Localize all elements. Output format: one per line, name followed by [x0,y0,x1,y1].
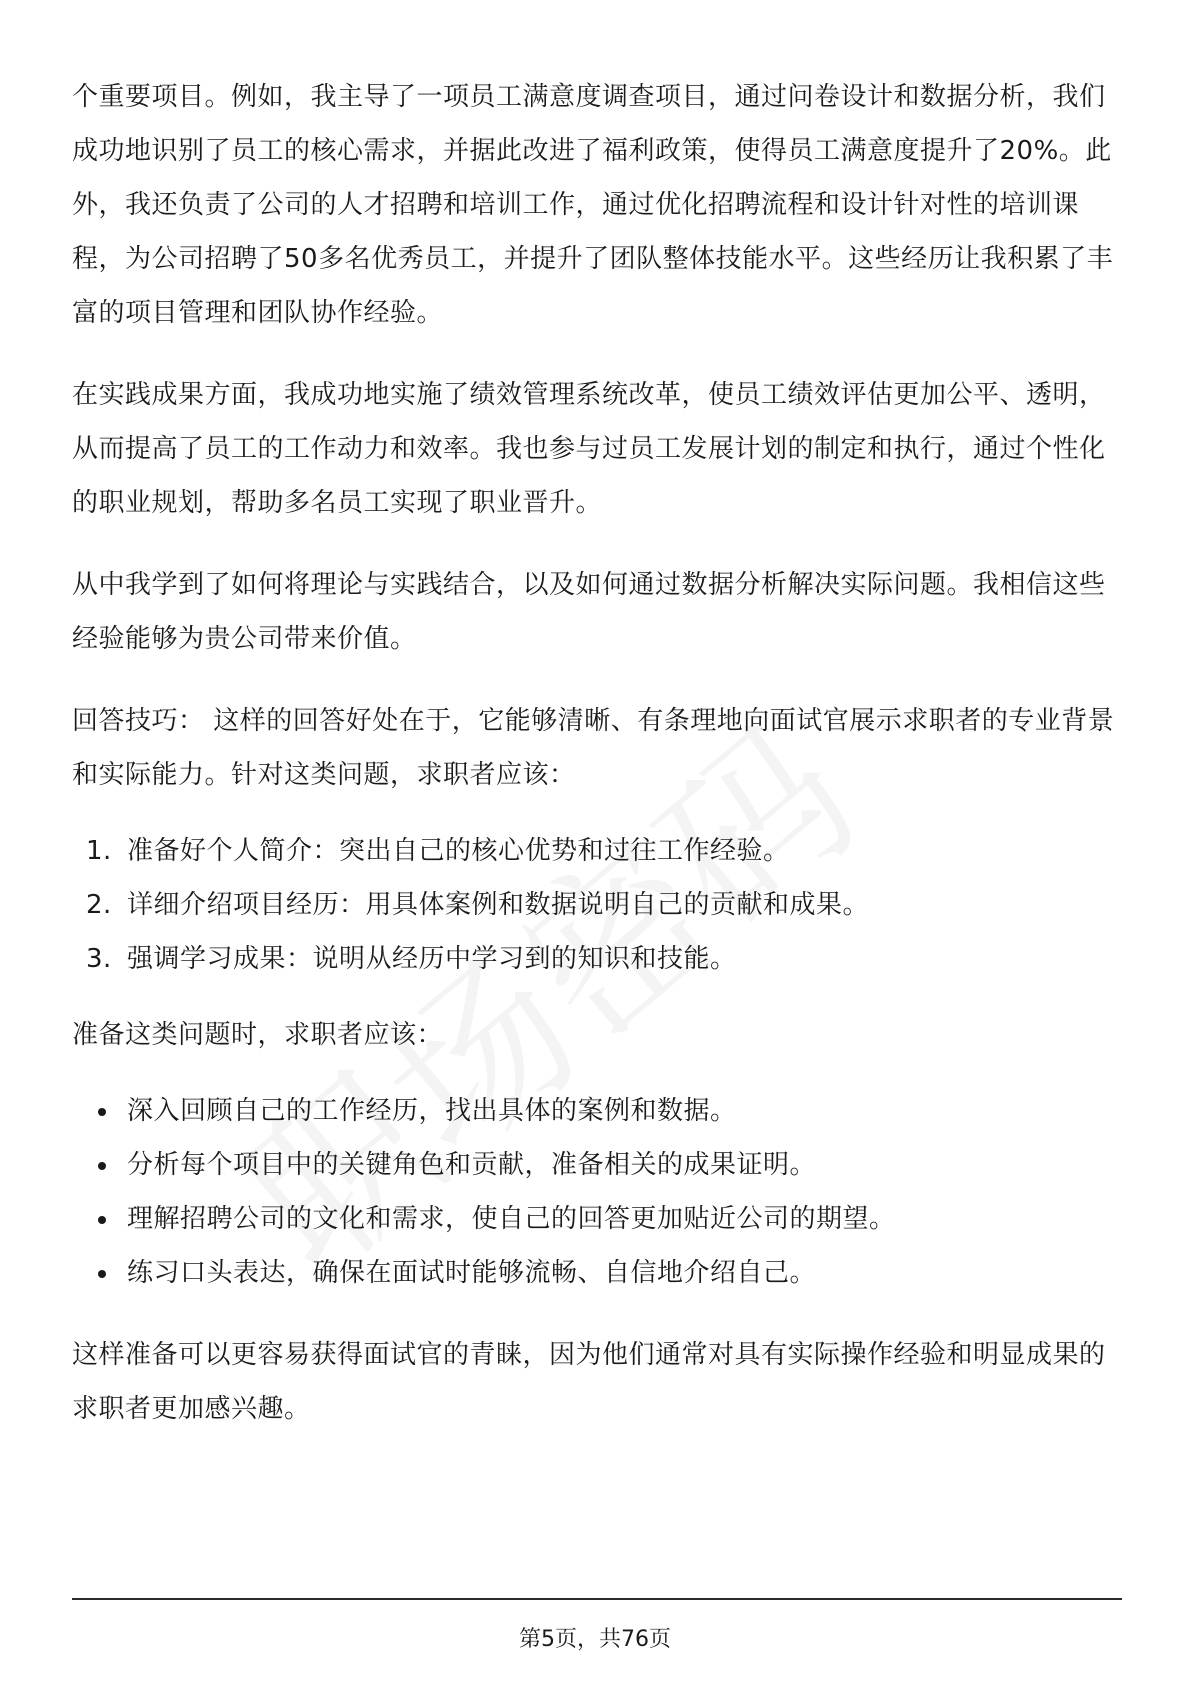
numbered-list-item [72,878,1122,932]
paragraph-lessons-learned: 从中我学到了如何将理论与实践结合，以及如何通过数据分析解决实际问题。我相信这些经验能够为贵公司带来价值。 [72,570,1106,654]
bullet-list-item [72,1192,1122,1246]
list-item-text: 深入回顾自己的工作经历，找出具体的案例和数据。 [127,1096,737,1126]
list-number: 3. [86,944,112,974]
page-content [72,70,1122,1436]
bullet-list-item [72,1084,1122,1138]
list-item-text: 强调学习成果：说明从经历中学习到的知识和技能。 [127,944,737,974]
list-item-text: 练习口头表达，确保在面试时能够流畅、自信地介绍自己。 [127,1258,817,1288]
paragraph-conclusion: 这样准备可以更容易获得面试官的青睐，因为他们通常对具有实际操作经验和明显成果的求职者更加感兴趣。 [72,1340,1106,1424]
list-item-text: 详细介绍项目经历：用具体案例和数据说明自己的贡献和成果。 [127,890,870,920]
numbered-list-item [72,932,1122,986]
numbered-list [72,824,1122,986]
list-item-text: 分析每个项目中的关键角色和贡献，准备相关的成果证明。 [127,1150,817,1180]
bullet-icon [98,1270,106,1278]
list-number: 2. [86,890,112,920]
paragraph-project-experience: 个重要项目。例如，我主导了一项员工满意度调查项目，通过问卷设计和数据分析，我们成功地识别了员工的核心需求，并据此改进了福利政策，使得员工满意度提升了20%。此外，我还负责了公司的人才招聘和培训工作，通过优化招聘流程和设计针对性的培训课程，为公司招聘了50多名优秀员工，并提升了团队整体技能水平。这些经历让我积累了丰富的项目管理和团队协作经验。 [72,82,1114,328]
bullet-list-item [72,1246,1122,1300]
paragraph-preparation: 准备这类问题时，求职者应该： [72,1020,444,1050]
footer-divider [72,1598,1122,1600]
list-item-text: 理解招聘公司的文化和需求，使自己的回答更加贴近公司的期望。 [127,1204,896,1234]
paragraph-practice-results: 在实践成果方面，我成功地实施了绩效管理系统改革，使员工绩效评估更加公平、透明，从而提高了员工的工作动力和效率。我也参与过员工发展计划的制定和执行，通过个性化的职业规划，帮助多名员工实现了职业晋升。 [72,380,1106,518]
bullet-icon [98,1162,106,1170]
bullet-icon [98,1108,106,1116]
numbered-list-item [72,824,1122,878]
list-number: 1. [86,836,112,866]
bullet-icon [98,1216,106,1224]
list-item-text: 准备好个人简介：突出自己的核心优势和过往工作经验。 [127,836,790,866]
bullet-list-item [72,1138,1122,1192]
page-number: 第5页，共76页 [519,1627,671,1652]
bullet-list [72,1084,1122,1300]
paragraph-answer-tips: 回答技巧： 这样的回答好处在于，它能够清晰、有条理地向面试官展示求职者的专业背景和实际能力。针对这类问题，求职者应该： [72,706,1115,790]
